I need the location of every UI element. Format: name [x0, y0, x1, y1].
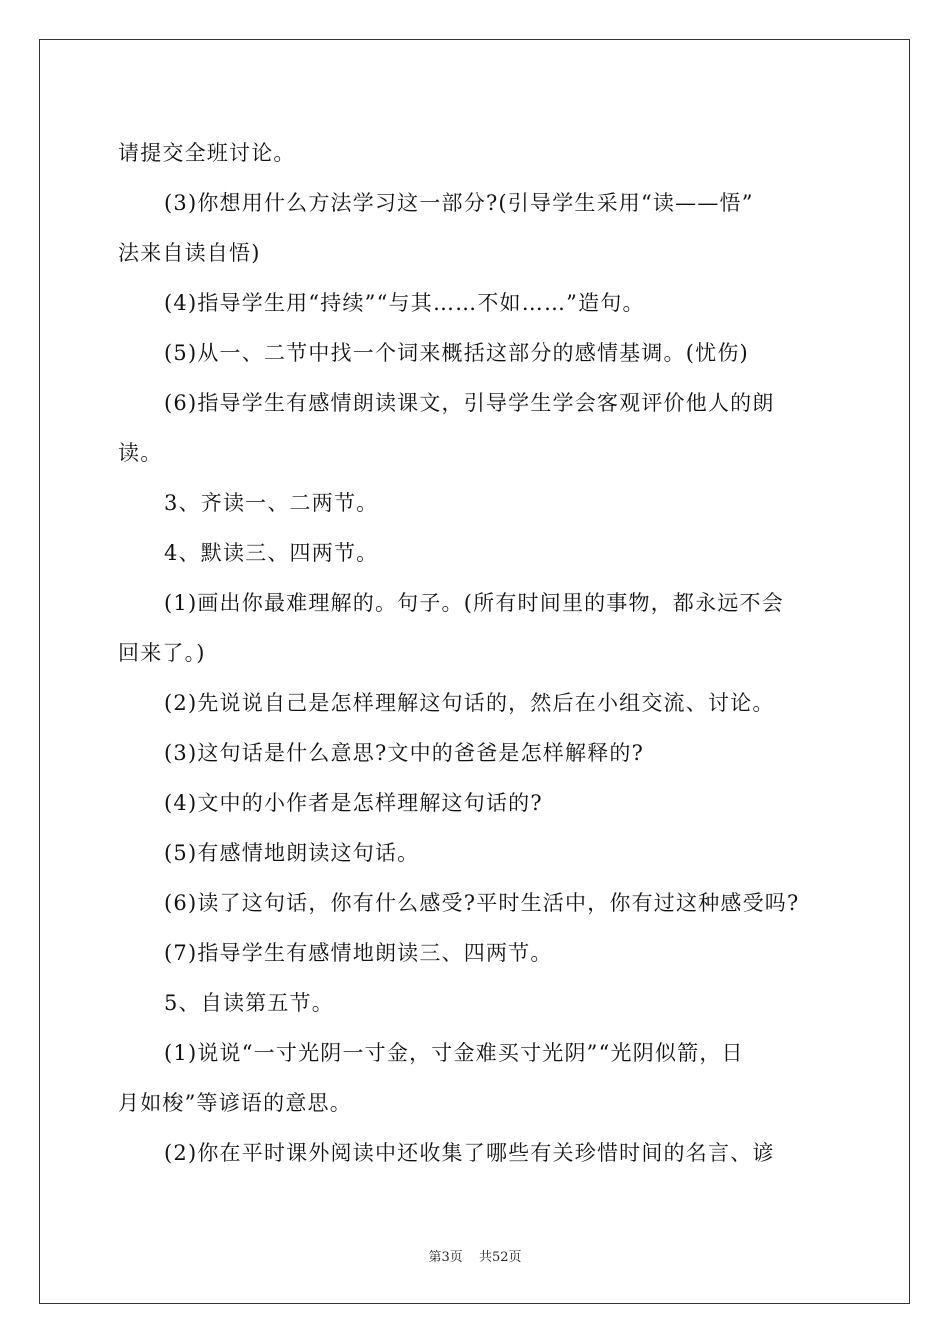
- text-line: (4)指导学生用“持续”“与其……不如……”造句。: [164, 291, 645, 315]
- page-total: 共52页: [478, 1250, 522, 1265]
- text-line: (6)指导学生有感情朗读课文，引导学生学会客观评价他人的朗: [164, 391, 775, 415]
- text-line: (2)你在平时课外阅读中还收集了哪些有关珍惜时间的名言、谚: [164, 1141, 775, 1165]
- text-line: (2)先说说自己是怎样理解这句话的，然后在小组交流、讨论。: [164, 691, 775, 715]
- text-line: 读。: [118, 441, 163, 465]
- text-line: (5)从一、二节中找一个词来概括这部分的感情基调。(忧伤): [164, 341, 749, 365]
- text-line: (1)画出你最难理解的。句子。(所有时间里的事物，都永远不会: [164, 591, 784, 615]
- text-line: (3)这句话是什么意思?文中的爸爸是怎样解释的?: [164, 741, 645, 765]
- text-line: 请提交全班讨论。: [118, 141, 296, 165]
- text-line: (3)你想用什么方法学习这一部分?(引导学生采用“读——悟”: [164, 191, 754, 215]
- page-number: 第3页: [428, 1250, 463, 1265]
- text-line: (6)读了这句话，你有什么感受?平时生活中，你有过这种感受吗?: [164, 891, 800, 915]
- page-footer: [0, 1246, 950, 1265]
- text-line: 5、自读第五节。: [164, 991, 334, 1015]
- text-line: 4、默读三、四两节。: [164, 541, 379, 565]
- text-line: 回来了。): [118, 641, 206, 665]
- document-body: [118, 128, 838, 1178]
- text-line: 月如梭”等谚语的意思。: [118, 1091, 352, 1115]
- text-line: (4)文中的小作者是怎样理解这句话的?: [164, 791, 543, 815]
- text-line: 3、齐读一、二两节。: [164, 491, 379, 515]
- text-line: 法来自读自悟): [118, 241, 261, 265]
- text-line: (7)指导学生有感情地朗读三、四两节。: [164, 941, 553, 965]
- text-line: (5)有感情地朗读这句话。: [164, 841, 420, 865]
- text-line: (1)说说“一寸光阴一寸金，寸金难买寸光阴”“光阴似箭，日: [164, 1041, 744, 1065]
